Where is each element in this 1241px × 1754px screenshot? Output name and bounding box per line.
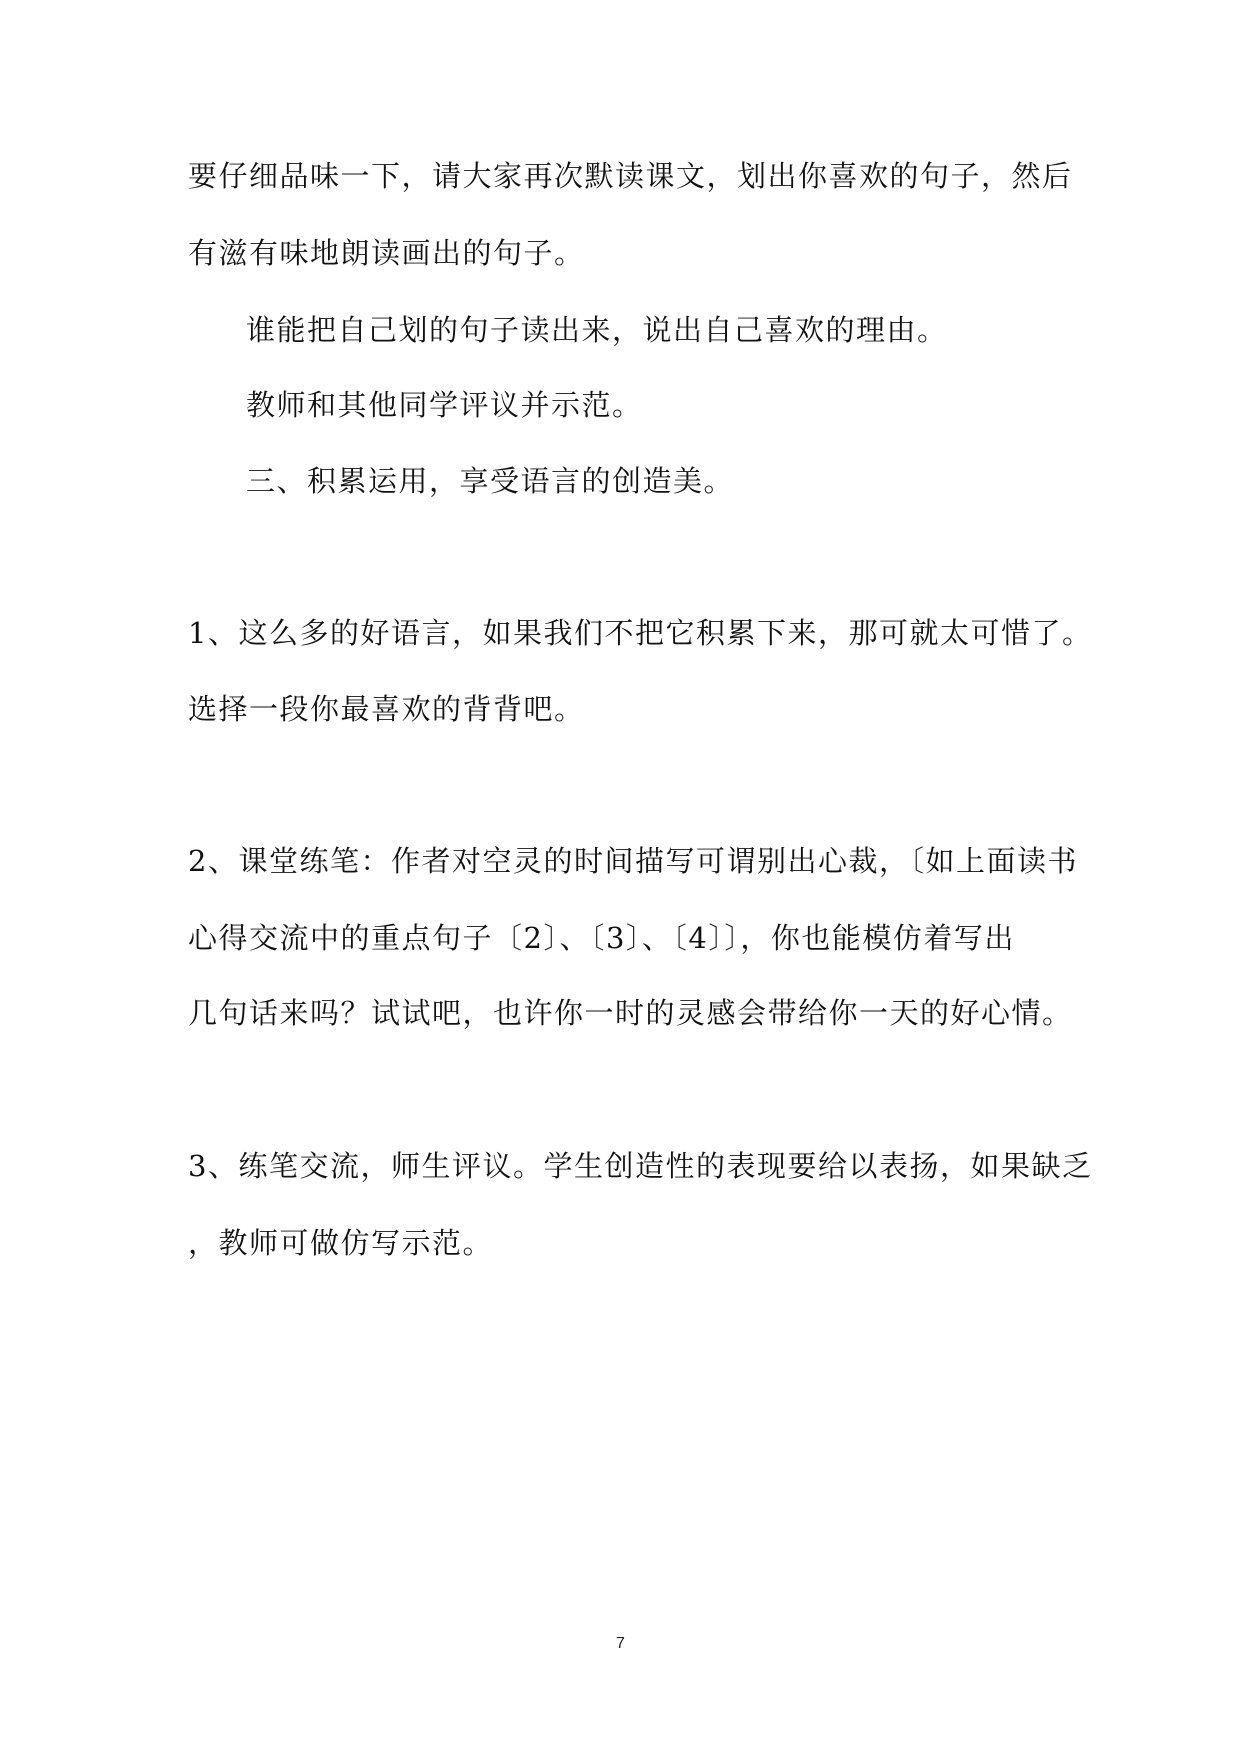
paragraph-line: 谁能把自己划的句子读出来，说出自己喜欢的理由。 <box>246 313 948 347</box>
list-item-1-line: 选择一段你最喜欢的背背吧。 <box>188 692 585 726</box>
list-item-2-line: 2、课堂练笔：作者对空灵的时间描写可谓别出心裁，〔如上面读书 <box>188 844 1078 878</box>
list-item-2-line: 心得交流中的重点句子〔2〕、〔3〕、〔4〕〕，你也能模仿着写出 <box>188 921 1015 955</box>
section-heading: 三、积累运用，享受语言的创造美。 <box>246 464 735 498</box>
list-item-1-line: 1、这么多的好语言，如果我们不把它积累下来，那可就太可惜了。 <box>188 616 1093 650</box>
list-item-2-line: 几句话来吗？试试吧，也许你一时的灵感会带给你一天的好心情。 <box>188 996 1073 1030</box>
list-item-3-line: 3、练笔交流，师生评议。学生创造性的表现要给以表扬，如果缺乏 <box>188 1149 1093 1183</box>
list-item-3-line: ，教师可做仿写示范。 <box>188 1226 494 1260</box>
page-number: 7 <box>616 1635 625 1652</box>
paragraph-line: 有滋有味地朗读画出的句子。 <box>188 236 585 270</box>
paragraph-line: 教师和其他同学评议并示范。 <box>246 388 643 422</box>
paragraph-line: 要仔细品味一下，请大家再次默读课文，划出你喜欢的句子，然后 <box>188 159 1073 193</box>
